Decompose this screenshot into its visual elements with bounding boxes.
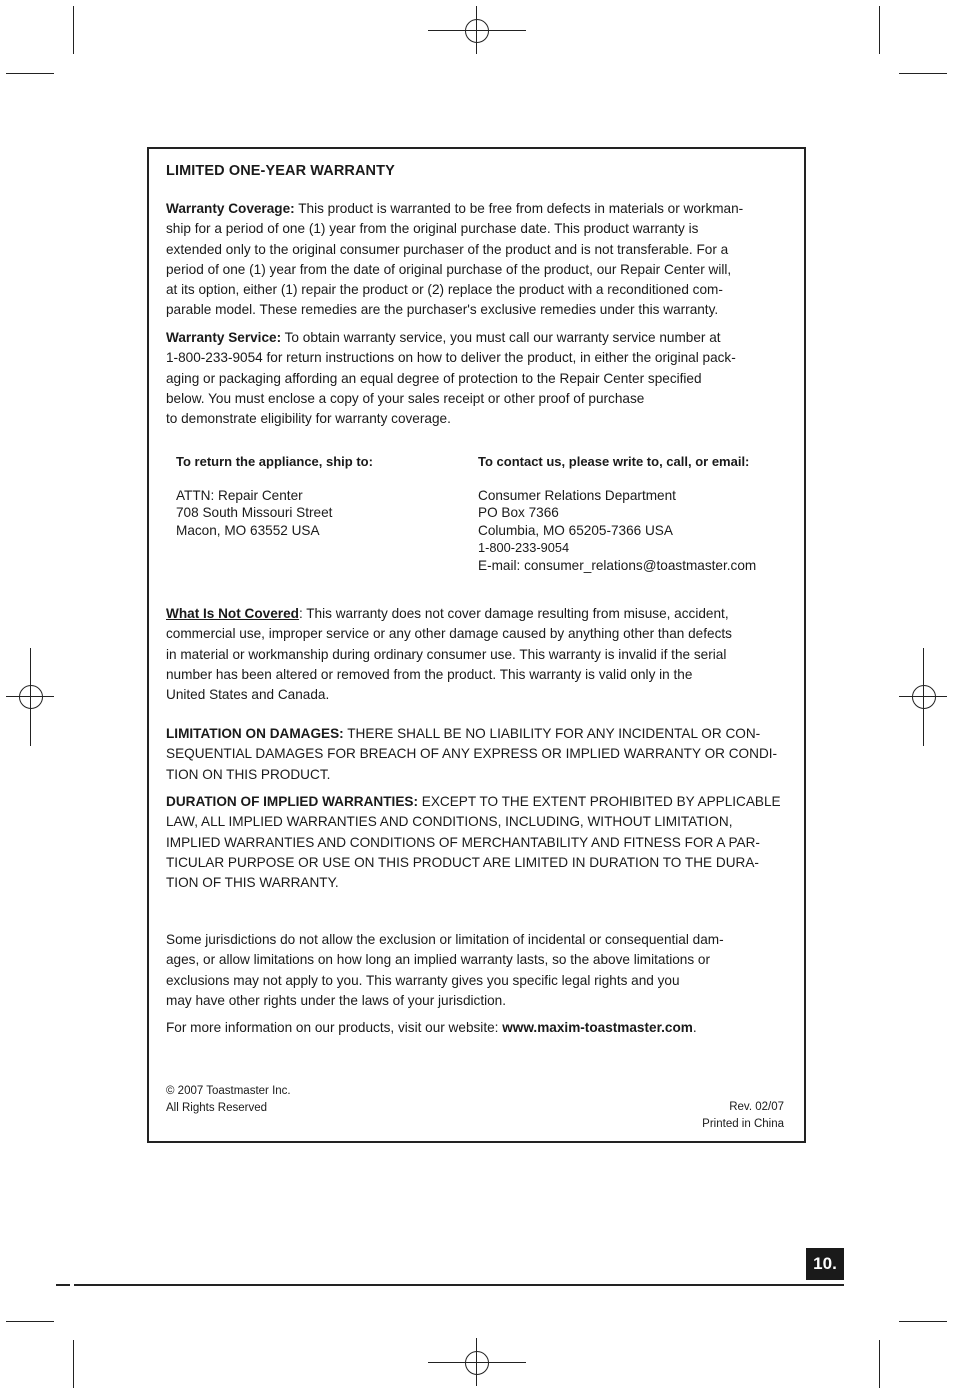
- website-prefix: For more information on our products, visit our website:: [166, 1020, 503, 1035]
- duration-line: TION OF THIS WARRANTY.: [166, 875, 339, 891]
- contact-line: PO Box 7366: [478, 505, 559, 520]
- not-covered-line: number has been altered or removed from the product. This warranty is valid only in the: [166, 666, 693, 682]
- footer-rule-left: [56, 1284, 70, 1286]
- website-suffix: .: [692, 1020, 697, 1035]
- website-paragraph: [166, 1018, 786, 1038]
- contact-email: E-mail: consumer_relations@toastmaster.com: [478, 557, 757, 573]
- duration-line: [166, 792, 786, 812]
- not-covered-line: commercial use, improper service or any other damage caused by anything other than defects: [166, 626, 732, 642]
- coverage-line: period of one (1) year from the date of original purchase of the product, our Repair Center will,: [166, 261, 732, 277]
- website-link[interactable]: www.maxim-toastmaster.com: [502, 1020, 693, 1035]
- service-label: Warranty Service:: [166, 330, 282, 345]
- crop-mark-top-left-horizontal: [6, 73, 54, 74]
- registration-mark-bottom-circle: [465, 1351, 489, 1375]
- warranty-service-paragraph: [166, 328, 786, 429]
- service-line: aging or packaging affording an equal degree of protection to the Repair Center specified: [166, 370, 702, 386]
- crop-mark-top-right-horizontal: [899, 73, 947, 74]
- jurisdictions-line: exclusions may not apply to you. This warranty gives you specific legal rights and you: [166, 972, 680, 988]
- crop-mark-bottom-left-horizontal: [6, 1321, 54, 1322]
- not-covered-line: United States and Canada.: [166, 687, 330, 703]
- duration-paragraph: [166, 792, 786, 893]
- footer-rule: [74, 1284, 844, 1286]
- limitation-label: LIMITATION ON DAMAGES:: [166, 726, 344, 741]
- not-covered-label: What Is Not Covered: [166, 606, 299, 621]
- service-line: [166, 328, 786, 348]
- jurisdictions-line: ages, or allow limitations on how long an implied warranty lasts, so the above limitations or: [166, 952, 711, 968]
- registration-mark-right-circle: [912, 685, 936, 709]
- coverage-text: This product is warranted to be free from defects in materials or workman-: [298, 201, 744, 216]
- service-line: 1-800-233-9054 for return instructions on how to deliver the product, in either the original pack-: [166, 350, 736, 366]
- coverage-line: extended only to the original consumer purchaser of the product and is not transferable. For a: [166, 241, 729, 257]
- return-address-line: ATTN: Repair Center: [176, 487, 303, 503]
- contact-heading: To contact us, please write to, call, or email:: [478, 454, 750, 469]
- duration-line: TICULAR PURPOSE OR USE ON THIS PRODUCT ARE LIMITED IN DURATION TO THE DURA-: [166, 854, 759, 870]
- crop-mark-top-left-vertical: [73, 6, 74, 54]
- contact-block: [478, 453, 756, 574]
- not-covered-text: : This warranty does not cover damage resulting from misuse, accident,: [298, 606, 729, 621]
- contact-phone: 1-800-233-9054: [478, 540, 570, 555]
- revision-block: [702, 1099, 784, 1132]
- contact-line: Consumer Relations Department: [478, 487, 676, 503]
- revision-text: Rev. 02/07: [729, 1101, 784, 1113]
- coverage-line: at its option, either (1) repair the product or (2) replace the product with a reconditioned com-: [166, 282, 723, 298]
- return-address-line: Macon, MO 63552 USA: [176, 522, 320, 538]
- duration-text: EXCEPT TO THE EXTENT PROHIBITED BY APPLICABLE: [421, 794, 781, 809]
- coverage-line: parable model. These remedies are the purchaser's exclusive remedies under this warranty.: [166, 302, 719, 318]
- warranty-heading: LIMITED ONE-YEAR WARRANTY: [166, 163, 395, 179]
- limitation-line: [166, 724, 786, 744]
- crop-mark-bottom-right-horizontal: [899, 1321, 947, 1322]
- duration-label: DURATION OF IMPLIED WARRANTIES:: [166, 794, 418, 809]
- duration-line: IMPLIED WARRANTIES AND CONDITIONS OF MERCHANTABILITY AND FITNESS FOR A PAR-: [166, 834, 760, 850]
- jurisdictions-line: Some jurisdictions do not allow the exclusion or limitation of incidental or consequential dam-: [166, 932, 724, 947]
- page-number: 10.: [806, 1248, 844, 1280]
- coverage-line: [166, 199, 786, 219]
- jurisdictions-line: may have other rights under the laws of your jurisdiction.: [166, 992, 507, 1008]
- limitation-paragraph: [166, 724, 786, 785]
- duration-line: LAW, ALL IMPLIED WARRANTIES AND CONDITIONS, INCLUDING, WITHOUT LIMITATION,: [166, 814, 733, 830]
- crop-mark-bottom-left-vertical: [73, 1340, 74, 1388]
- coverage-line: ship for a period of one (1) year from the original purchase date. This product warranty is: [166, 221, 699, 237]
- coverage-label: Warranty Coverage:: [166, 201, 295, 216]
- registration-mark-left-circle: [19, 685, 43, 709]
- not-covered-line: in material or workmanship during ordinary consumer use. This warranty is invalid if the serial: [166, 646, 727, 662]
- crop-mark-bottom-right-vertical: [879, 1340, 880, 1388]
- limitation-line: SEQUENTIAL DAMAGES FOR BREACH OF ANY EXPRESS OR IMPLIED WARRANTY OR CONDI-: [166, 746, 778, 762]
- return-address-block: [176, 453, 373, 539]
- jurisdictions-paragraph: [166, 930, 786, 1011]
- service-line: to demonstrate eligibility for warranty coverage.: [166, 411, 451, 427]
- return-address-line: 708 South Missouri Street: [176, 505, 333, 520]
- registration-mark-top-circle: [465, 19, 489, 43]
- return-address-heading: To return the appliance, ship to:: [176, 454, 373, 469]
- not-covered-line: [166, 604, 786, 624]
- limitation-line: TION ON THIS PRODUCT.: [166, 766, 331, 782]
- rights-text: All Rights Reserved: [166, 1101, 267, 1114]
- not-covered-paragraph: [166, 604, 786, 705]
- copyright-block: [166, 1083, 291, 1116]
- service-text: To obtain warranty service, you must call our warranty service number at: [284, 330, 721, 345]
- printed-text: Printed in China: [702, 1117, 784, 1130]
- warranty-coverage-paragraph: [166, 199, 786, 321]
- crop-mark-top-right-vertical: [879, 6, 880, 54]
- copyright-text: © 2007 Toastmaster Inc.: [166, 1085, 291, 1097]
- service-line: below. You must enclose a copy of your sales receipt or other proof of purchase: [166, 390, 645, 406]
- limitation-text: THERE SHALL BE NO LIABILITY FOR ANY INCIDENTAL OR CON-: [347, 726, 761, 741]
- contact-line: Columbia, MO 65205-7366 USA: [478, 522, 673, 538]
